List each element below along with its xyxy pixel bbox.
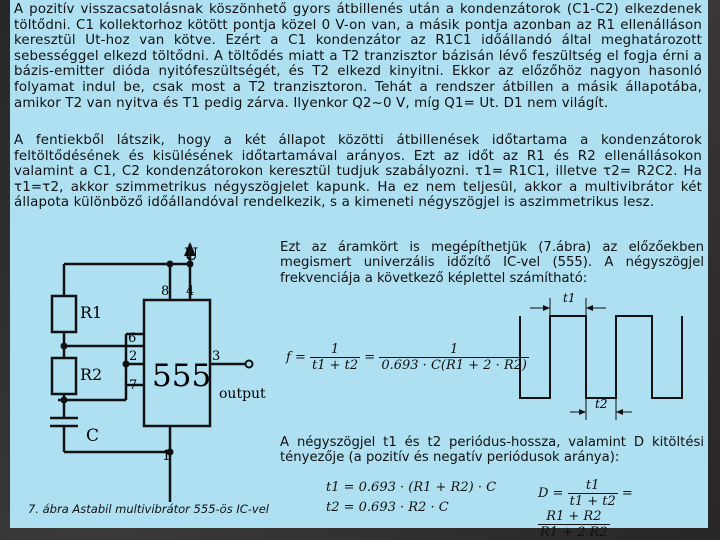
- content-panel: [10, 0, 708, 540]
- resistor-r2: [52, 358, 76, 394]
- r1-label: R1: [80, 303, 103, 322]
- supply-label: U: [184, 245, 199, 265]
- pin-6-label: 6: [128, 331, 137, 346]
- frequency-formula: f = $\frac{1}{t1 + t2}$ = $\frac{1}{0.693 \cdot C(R1 + 2 \cdot R2)}$: [286, 342, 527, 373]
- ic-label: 555: [152, 358, 212, 394]
- resistor-r1: [52, 296, 76, 332]
- t2-label: t2: [595, 397, 608, 411]
- square-wave-diagram: [506, 288, 706, 438]
- pin-1-label: 1: [162, 448, 171, 464]
- freq-lhs: f =: [286, 350, 306, 365]
- t1-label: t1: [563, 291, 576, 305]
- pin-4-label: 4: [186, 284, 195, 299]
- paragraph-period-duty: A négyszögjel t1 és t2 periódus-hossza, valamint D kitöltési tényezője (a pozitív és negatív periódusok aránya):: [280, 435, 704, 466]
- paragraph-555-intro: Ezt az áramkört is megépíthetjük (7.ábra) az előzőekben megismert univerzális időzítő IC-vel (555). A négyszögjel frekvenciája a következő képlettel számítható:: [280, 240, 704, 286]
- pin-8-label: 8: [161, 284, 170, 299]
- t2-formula: t2 = 0.693 · R2 · C: [326, 500, 449, 515]
- figure-caption: 7. ábra Astabil multivibrátor 555-ös IC-vel: [28, 502, 269, 516]
- duty-fraction-2: $\frac{R1 + R2}{R1 + 2 R2}$: [540, 509, 608, 540]
- pin-2-label: 2: [129, 349, 138, 364]
- r2-label: R2: [80, 365, 103, 384]
- paragraph-time-constants: A fentiekből látszik, hogy a két állapot közötti átbillenések időtartama a kondenzátorok feltöltődésének és kisülésének időtartamával arányos. Ezt az időt az R1 és R2 ellenállásokon valamint a C1, C2 kondenzátorokon keresztül tudjuk szabályozni. τ1= R1C1, illetve τ2= R2C2. Ha τ1=τ2, akkor szimmetrikus négyszögjelet kapunk. Ha ez nem teljesül, akkor a multivibrátor két állapota különböző időállandóval rendelkezik, s a kimeneti négyszögjel is aszimmetrikus lesz.: [14, 133, 702, 211]
- output-label: output: [219, 386, 266, 402]
- freq-fraction-2: $\frac{1}{0.693 \cdot C(R1 + 2 \cdot R2)}$: [381, 342, 527, 373]
- pin-7-label: 7: [129, 378, 138, 393]
- pin-3-label: 3: [212, 349, 221, 364]
- circuit-diagram: [40, 238, 280, 502]
- freq-fraction-1: $\frac{1}{t1 + t2}$: [311, 342, 359, 373]
- t1-formula: t1 = 0.693 · (R1 + R2) · C: [326, 480, 497, 495]
- duty-fraction-1: $\frac{t1}{t1 + t2}$: [569, 478, 616, 509]
- duty-lhs: D =: [538, 486, 564, 501]
- c-label: C: [86, 426, 100, 446]
- duty-cycle-formula: D = $\frac{t1}{t1 + t2}$ = $\frac{R1 + R2}{R1 + 2 R2}$: [538, 478, 633, 540]
- square-wave: [520, 316, 682, 398]
- paragraph-oscillation: A pozitív visszacsatolásnak köszönhető gyors átbillenés után a kondenzátorok (C1-C2) elkezdenek töltődni. C1 kollektorhoz kötött pontja közel 0 V-on van, a másik pontja azonban az R1 ellenálláson keresztül Ut-hoz van kötve. Ezért a C1 kondenzátor az R1C1 időállandó által meghatározott sebességgel elkezd töltődni. A töltődés miatt a T2 tranzisztor bázisán lévő feszültség el fogja érni a bázis-emitter dióda nyitófeszültségét, és T2 elkezd kinyitni. Ekkor az előzőhöz nagyon hasonló folyamat indul be, csak most a T2 tranzisztoron. Tehát a rendszer átbillen a másik állapotába, amikor T2 van nyitva és T1 pedig zárva. Ilyenkor Q2~0 V, míg Q1= Ut. D1 nem világít.: [14, 2, 702, 111]
